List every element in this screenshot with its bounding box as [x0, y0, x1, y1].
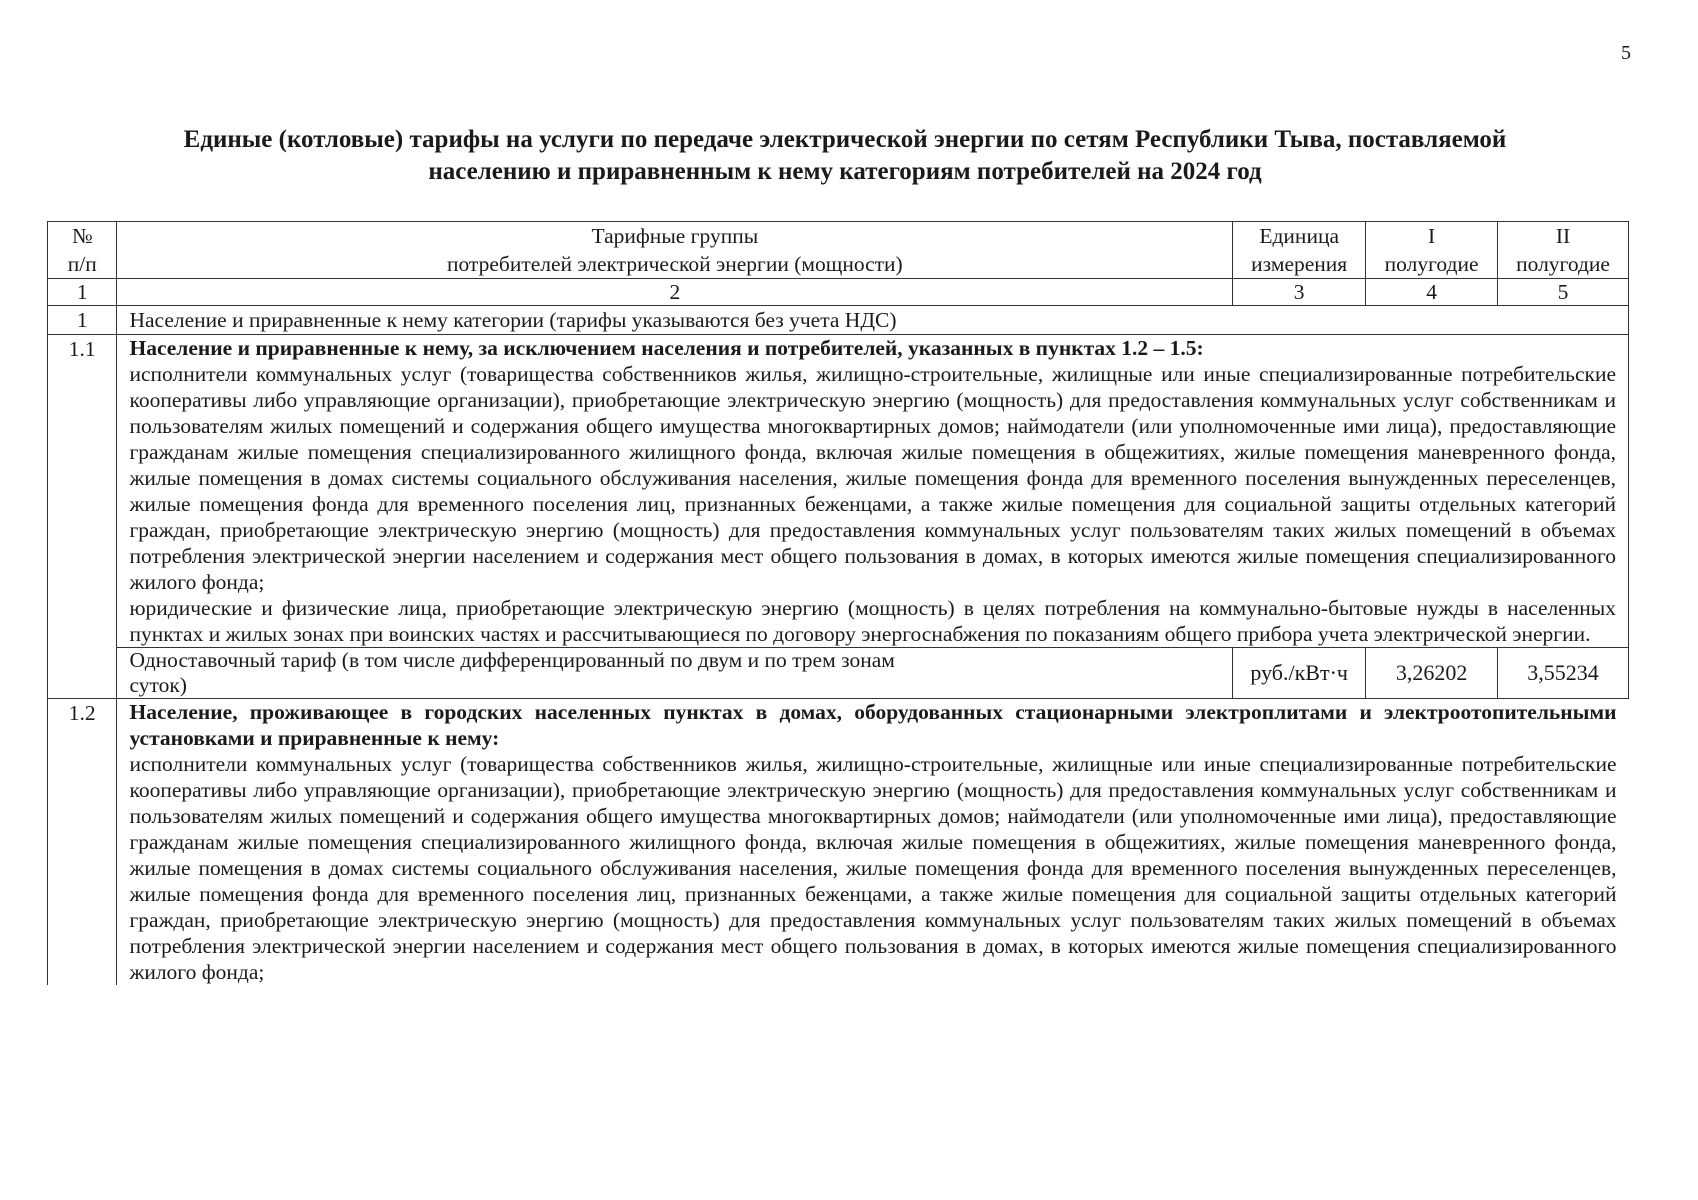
- row-1-1-half1-value: 3,26202: [1366, 648, 1498, 699]
- row-1-1-tariff-label: [117, 648, 1233, 699]
- section-1-text: Население и приравненные к нему категории (тарифы указываются без учета НДС): [117, 306, 1629, 335]
- header-unit-line1: Единица: [1259, 224, 1339, 248]
- header-num-line1: №: [71, 224, 93, 248]
- row-1-2-description: [48, 699, 1629, 986]
- page-number: 5: [1621, 42, 1631, 64]
- row-1-2-text: [117, 699, 1629, 986]
- header-half1-line1: I: [1428, 224, 1436, 248]
- document-title: [60, 124, 1630, 188]
- section-1-row: [48, 306, 1629, 335]
- title-line-1: Единые (котловые) тарифы на услуги по передаче электрической энергии по сетям Республики Тыва, поставляемой: [183, 126, 1507, 153]
- row-1-1-half2-value: 3,55234: [1498, 648, 1629, 699]
- header-half2-line2: полугодие: [1516, 252, 1610, 276]
- column-number: 3: [1233, 279, 1366, 306]
- row-1-2-num: 1.2: [48, 699, 117, 986]
- row-1-1-para2: юридические и физические лица, приобретающие электрическую энергию (мощность) в целях потребления на коммунально-бытовые нужды в населенных пунктах и жилых зонах при воинских частях и рассчитывающиеся по договору энергоснабжения по показаниям общего прибора учета электрической энергии.: [129, 596, 1616, 646]
- column-number: 1: [48, 279, 117, 306]
- title-line-2: населению и приравненным к нему категориям потребителей на 2024 год: [428, 158, 1262, 185]
- row-1-1-para1: исполнители коммунальных услуг (товарищества собственников жилья, жилищно-строительные, жилищные или иные специализированные потребительские кооперативы либо управляющие организации), приобретающие электрическую энергию (мощность) для предоставления коммунальных услуг собственникам и пользователям жилых помещений и содержания общего имущества многоквартирных домов; наймодатели (или уполномоченные ими лица), предоставляющие гражданам жилые помещения специализированного жилищного фонда, включая жилые помещения в общежитиях, жилые помещения маневренного фонда, жилые помещения в домах системы социального обслуживания населения, жилые помещения фонда для временного поселения вынужденных переселенцев, жилые помещения фонда для временного поселения лиц, признанных беженцами, а также жилые помещения для социальной защиты отдельных категорий граждан, приобретающие электрическую энергию (мощность) для предоставления коммунальных услуг пользователям таких жилых помещений в объемах потребления электрической энергии населением и содержания мест общего пользования в домах, в которых имеются жилые помещения специализированного жилого фонда;: [129, 362, 1616, 594]
- header-half1: [1366, 222, 1498, 279]
- header-num-line2: п/п: [67, 252, 97, 276]
- header-half1-line2: полугодие: [1384, 252, 1479, 276]
- header-unit: [1233, 222, 1366, 279]
- header-num: [48, 222, 117, 279]
- header-half2: [1498, 222, 1629, 279]
- row-1-1-heading: Население и приравненные к нему, за исключением населения и потребителей, указанных в пунктах 1.2 – 1.5:: [129, 336, 1204, 360]
- section-1-num: 1: [48, 306, 117, 335]
- header-group-line1: Тарифные группы: [591, 224, 759, 248]
- row-1-1-description: [48, 335, 1629, 648]
- header-unit-line2: измерения: [1251, 252, 1348, 276]
- header-group-line2: потребителей электрической энергии (мощности): [446, 252, 903, 276]
- row-1-1-num: 1.1: [48, 335, 117, 699]
- row-1-1-text: [117, 335, 1629, 648]
- header-half2-line1: II: [1555, 224, 1571, 248]
- row-1-2-heading: Население, проживающее в городских населенных пунктах в домах, оборудованных стационарными электроплитами и электроотопительными установками и приравненные к нему:: [129, 700, 1617, 750]
- tariff-table: [47, 221, 1629, 985]
- header-group: [117, 222, 1233, 279]
- column-number-row: [48, 279, 1629, 306]
- column-number: 2: [117, 279, 1233, 306]
- row-1-1-unit: руб./кВт·ч: [1233, 648, 1366, 699]
- column-number: 5: [1498, 279, 1629, 306]
- tariff-label-line2: суток): [129, 673, 187, 697]
- row-1-1-tariff: [48, 648, 1629, 699]
- row-1-2-para1: исполнители коммунальных услуг (товарищества собственников жилья, жилищно-строительные, жилищные или иные специализированные потребительские кооперативы либо управляющие организации), приобретающие электрическую энергию (мощность) для предоставления коммунальных услуг собственникам и пользователям жилых помещений и содержания общего имущества многоквартирных домов; наймодатели (или уполномоченные ими лица), предоставляющие гражданам жилые помещения специализированного жилищного фонда, включая жилые помещения в общежитиях, жилые помещения маневренного фонда, жилые помещения в домах системы социального обслуживания населения, жилые помещения фонда для временного поселения вынужденных переселенцев, жилые помещения фонда для временного поселения лиц, признанных беженцами, а также жилые помещения для социальной защиты отдельных категорий граждан, приобретающие электрическую энергию (мощность) для предоставления коммунальных услуг пользователям таких жилых помещений в объемах потребления электрической энергии населением и содержания мест общего пользования в домах, в которых имеются жилые помещения специализированного жилого фонда;: [129, 752, 1617, 984]
- table-header-row: [48, 222, 1629, 279]
- column-number: 4: [1366, 279, 1498, 306]
- tariff-label-line1: Одноставочный тариф (в том числе дифференцированный по двум и по трем зонам: [129, 648, 895, 672]
